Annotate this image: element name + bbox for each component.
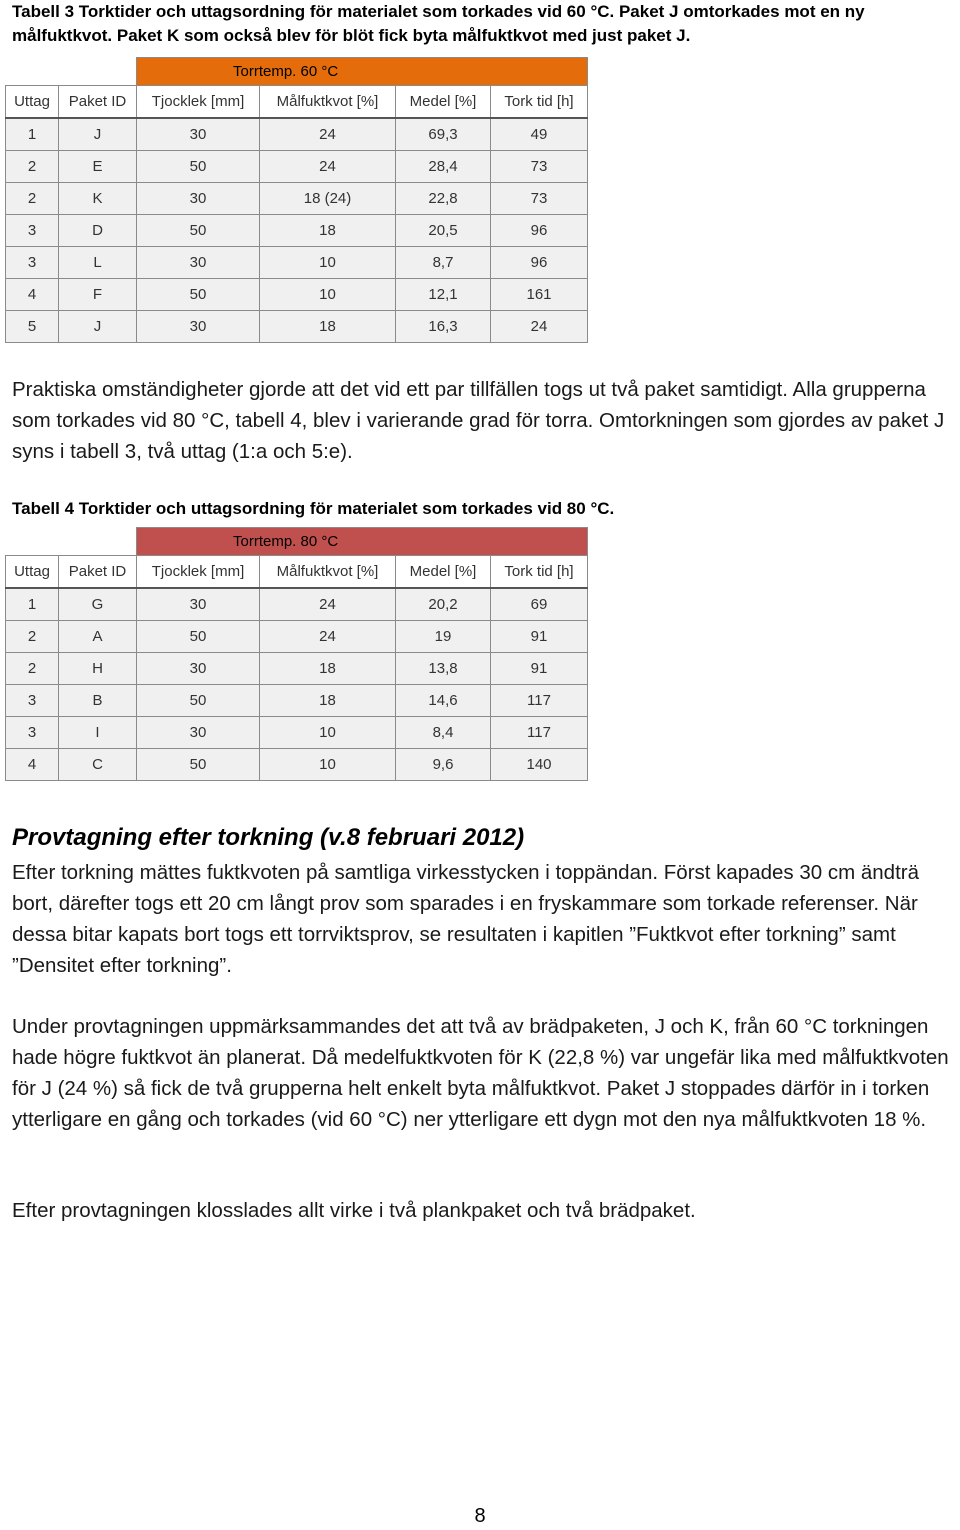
table-cell: 24 bbox=[260, 588, 396, 621]
table-3-header-cell: Medel [%] bbox=[396, 86, 491, 119]
table-cell: 30 bbox=[137, 588, 260, 621]
table-cell: 24 bbox=[260, 118, 396, 151]
table-row bbox=[6, 247, 588, 279]
table-row bbox=[6, 717, 588, 749]
table-cell: 96 bbox=[491, 215, 588, 247]
table-cell: 24 bbox=[260, 151, 396, 183]
table-cell: 117 bbox=[491, 717, 588, 749]
table-3-temperature-label: Torrtemp. 60 °C bbox=[137, 58, 588, 86]
table-cell: 3 bbox=[6, 215, 59, 247]
table-cell: 28,4 bbox=[396, 151, 491, 183]
table-cell: 140 bbox=[491, 749, 588, 781]
table-cell: 10 bbox=[260, 717, 396, 749]
table-cell: 20,2 bbox=[396, 588, 491, 621]
table-cell: 30 bbox=[137, 311, 260, 343]
table-cell: 10 bbox=[260, 749, 396, 781]
table-cell: 73 bbox=[491, 183, 588, 215]
table-cell: 18 bbox=[260, 215, 396, 247]
table-cell: 30 bbox=[137, 717, 260, 749]
table-cell: 18 (24) bbox=[260, 183, 396, 215]
table-row bbox=[6, 118, 588, 151]
table-cell: 50 bbox=[137, 685, 260, 717]
table-row bbox=[6, 749, 588, 781]
table-cell: 4 bbox=[6, 749, 59, 781]
table-cell: 24 bbox=[260, 621, 396, 653]
table-cell: 69 bbox=[491, 588, 588, 621]
table-cell: 3 bbox=[6, 717, 59, 749]
table-cell: 30 bbox=[137, 247, 260, 279]
table-cell: 5 bbox=[6, 311, 59, 343]
table-cell: 30 bbox=[137, 183, 260, 215]
table-cell: 14,6 bbox=[396, 685, 491, 717]
paragraph-sampling-observation: Under provtagningen uppmärksammandes det att två av brädpaketen, J och K, från 60 °C torkningen hade högre fuktkvot än planerat. Då medelfuktkvoten för K (22,8 %) var ungefär lika med målfuktkvoten för J (24 %) så fick de två grupperna helt enkelt byta målfuktkvot. Paket J stoppades därför in i torken ytterligare en gång och torkades (vid 60 °C) ner ytterligare ett dygn mot den nya målfuktkvoten 18 %. bbox=[12, 1015, 949, 1131]
table-cell: 50 bbox=[137, 749, 260, 781]
table-cell: 2 bbox=[6, 653, 59, 685]
paragraph-practical-circumstances: Praktiska omständigheter gjorde att det vid ett par tillfällen togs ut två paket samtidigt. Alla grupperna som torkades vid 80 °C, tabell 4, blev i varierande grad för torra. Omtorkningen som gjordes av paket J syns i tabell 3, två uttag (1:a och 5:e). bbox=[12, 378, 945, 463]
table-cell: E bbox=[59, 151, 137, 183]
table-cell: 49 bbox=[491, 118, 588, 151]
table-4-header-cell: Uttag bbox=[6, 556, 59, 589]
table-cell: H bbox=[59, 653, 137, 685]
table-cell: L bbox=[59, 247, 137, 279]
table-cell: F bbox=[59, 279, 137, 311]
table-cell: D bbox=[59, 215, 137, 247]
table-cell: C bbox=[59, 749, 137, 781]
table-cell: 4 bbox=[6, 279, 59, 311]
table-cell: J bbox=[59, 311, 137, 343]
table-3-header-cell: Paket ID bbox=[59, 86, 137, 119]
table-cell: 18 bbox=[260, 653, 396, 685]
table-cell: I bbox=[59, 717, 137, 749]
table-3 bbox=[5, 57, 588, 343]
table-row bbox=[6, 279, 588, 311]
table-cell: 10 bbox=[260, 247, 396, 279]
table-cell: 50 bbox=[137, 215, 260, 247]
table-cell: 2 bbox=[6, 151, 59, 183]
table-cell: 16,3 bbox=[396, 311, 491, 343]
table-4-temperature-row bbox=[6, 528, 588, 556]
table-3-header-cell: Uttag bbox=[6, 86, 59, 119]
table-3-header-cell: Tork tid [h] bbox=[491, 86, 588, 119]
table-3-temperature-row bbox=[6, 58, 588, 86]
table-cell: 96 bbox=[491, 247, 588, 279]
table-row bbox=[6, 588, 588, 621]
table-4-header-row bbox=[6, 556, 588, 589]
table-row bbox=[6, 653, 588, 685]
table-cell: A bbox=[59, 621, 137, 653]
table-cell: 73 bbox=[491, 151, 588, 183]
table-cell: 1 bbox=[6, 118, 59, 151]
table-cell: 20,5 bbox=[396, 215, 491, 247]
table-3-header-cell: Målfuktkvot [%] bbox=[260, 86, 396, 119]
table-4-header-cell: Paket ID bbox=[59, 556, 137, 589]
table-cell: 3 bbox=[6, 247, 59, 279]
table-cell: J bbox=[59, 118, 137, 151]
table-cell: 8,4 bbox=[396, 717, 491, 749]
table-cell: 2 bbox=[6, 621, 59, 653]
table-cell: 19 bbox=[396, 621, 491, 653]
table-row bbox=[6, 183, 588, 215]
table-4 bbox=[5, 527, 588, 781]
table-4-header-cell: Målfuktkvot [%] bbox=[260, 556, 396, 589]
table-cell: 3 bbox=[6, 685, 59, 717]
table-cell: 117 bbox=[491, 685, 588, 717]
table-cell: 12,1 bbox=[396, 279, 491, 311]
table-row bbox=[6, 311, 588, 343]
table-row bbox=[6, 621, 588, 653]
table-cell: 9,6 bbox=[396, 749, 491, 781]
table-4-caption: Tabell 4 Torktider och uttagsordning för materialet som torkades vid 80 °C. bbox=[12, 499, 615, 518]
paragraph-stacking: Efter provtagningen klosslades allt virke i två plankpaket och två brädpaket. bbox=[12, 1199, 696, 1222]
table-cell: G bbox=[59, 588, 137, 621]
table-cell: 50 bbox=[137, 151, 260, 183]
table-3-header-row bbox=[6, 86, 588, 119]
table-4-header-cell: Tork tid [h] bbox=[491, 556, 588, 589]
paragraph-sampling-after-drying: Efter torkning mättes fuktkvoten på samtliga virkesstycken i toppändan. Först kapades 30 cm ändträ bort, därefter togs ett 20 cm långt prov som sparades i en fryskammare som torkade referenser. När dessa bitar kapats bort togs ett torrviktsprov, se resultaten i kapitlen ”Fuktkvot efter torkning” samt ”Densitet efter torkning”. bbox=[12, 861, 920, 977]
table-row bbox=[6, 685, 588, 717]
table-cell: 161 bbox=[491, 279, 588, 311]
table-cell: 91 bbox=[491, 653, 588, 685]
table-cell: K bbox=[59, 183, 137, 215]
table-cell: 30 bbox=[137, 653, 260, 685]
table-cell: 18 bbox=[260, 685, 396, 717]
table-row bbox=[6, 151, 588, 183]
table-3-caption: Tabell 3 Torktider och uttagsordning för materialet som torkades vid 60 °C. Paket J omtorkades mot en ny målfuktkvot. Paket K som också blev för blöt fick byta målfuktkvot med just paket J. bbox=[12, 2, 865, 45]
table-cell: 50 bbox=[137, 621, 260, 653]
table-cell: B bbox=[59, 685, 137, 717]
table-4-header-cell: Medel [%] bbox=[396, 556, 491, 589]
table-cell: 22,8 bbox=[396, 183, 491, 215]
table-cell: 30 bbox=[137, 118, 260, 151]
table-4-header-cell: Tjocklek [mm] bbox=[137, 556, 260, 589]
table-cell: 69,3 bbox=[396, 118, 491, 151]
table-cell: 91 bbox=[491, 621, 588, 653]
page-number: 8 bbox=[474, 1505, 486, 1527]
table-cell: 24 bbox=[491, 311, 588, 343]
table-cell: 8,7 bbox=[396, 247, 491, 279]
table-cell: 50 bbox=[137, 279, 260, 311]
table-row bbox=[6, 215, 588, 247]
table-cell: 13,8 bbox=[396, 653, 491, 685]
section-heading: Provtagning efter torkning (v.8 februari 2012) bbox=[12, 824, 525, 851]
table-cell: 1 bbox=[6, 588, 59, 621]
table-cell: 2 bbox=[6, 183, 59, 215]
table-cell: 18 bbox=[260, 311, 396, 343]
table-3-header-cell: Tjocklek [mm] bbox=[137, 86, 260, 119]
table-cell: 10 bbox=[260, 279, 396, 311]
table-4-temperature-label: Torrtemp. 80 °C bbox=[137, 528, 588, 556]
